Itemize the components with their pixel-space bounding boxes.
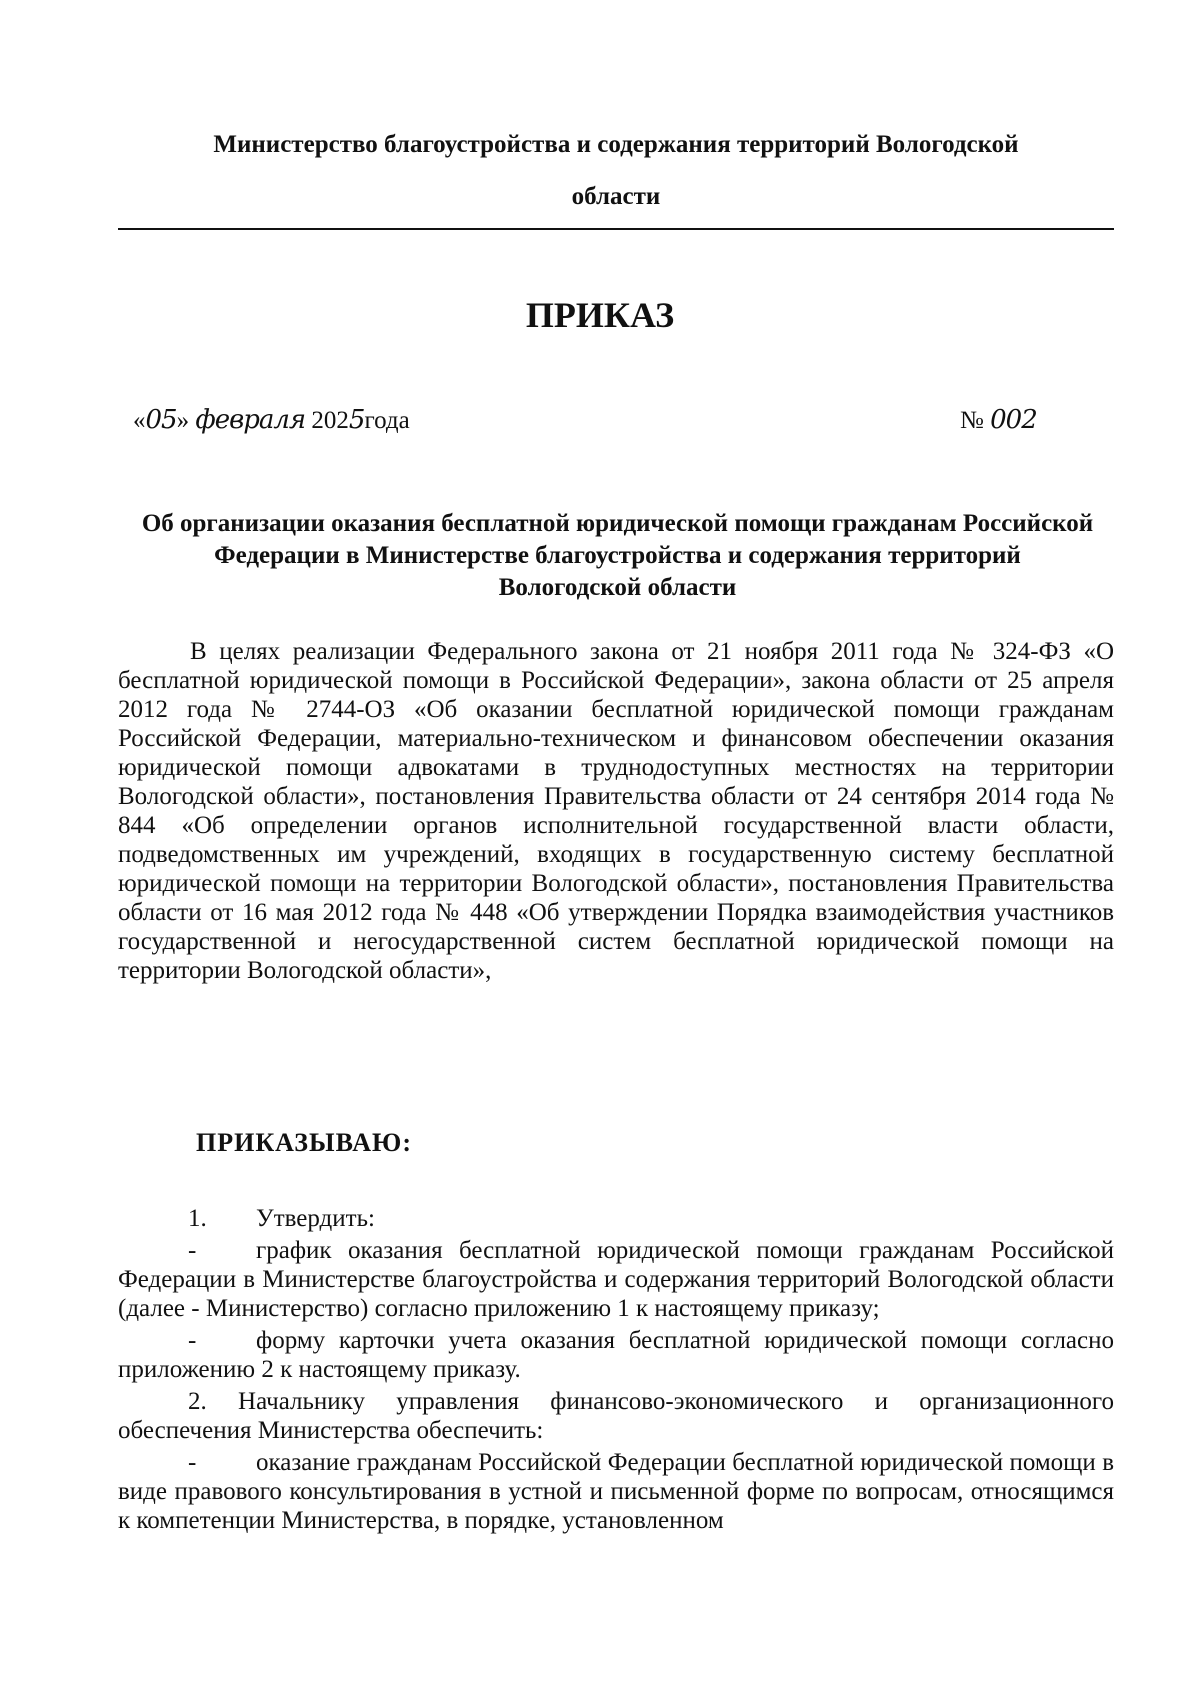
item-2-sub-1-dash: -	[188, 1449, 197, 1476]
header-divider	[118, 228, 1114, 230]
order-items	[118, 1204, 1114, 1538]
item-2-paragraph: 2. Начальнику управления финансово-экономического и организационного обеспечения Министерства обеспечить:	[118, 1388, 1114, 1444]
date-open-quote: «	[133, 407, 146, 434]
item-1-number: 1.	[188, 1205, 207, 1232]
item-1-text: Утвердить:	[256, 1205, 375, 1232]
item-1-sub-2-dash: -	[188, 1327, 197, 1354]
order-directive-heading: ПРИКАЗЫВАЮ:	[196, 1128, 412, 1157]
handwritten-day: 05	[145, 405, 177, 435]
order-subject: Об организации оказания бесплатной юридической помощи гражданам Российской Федерации в Министерстве благоустройства и содержания территорий Вологодской области	[141, 510, 1094, 601]
item-1-sub-1	[118, 1236, 1114, 1323]
handwritten-year-digit: 5	[348, 405, 365, 435]
year-word: года	[364, 407, 410, 434]
handwritten-number: 002	[990, 405, 1037, 435]
preamble-block	[118, 637, 1114, 985]
item-1-sub-2	[118, 1326, 1114, 1384]
year-prefix: 202	[311, 407, 349, 434]
date-close-quote: »	[176, 407, 190, 434]
item-2-sub-1	[118, 1448, 1114, 1535]
document-title: ПРИКАЗ	[525, 295, 675, 335]
order-number	[960, 405, 1037, 435]
item-1-sub-1-dash: -	[188, 1237, 197, 1264]
order-date	[133, 405, 410, 435]
organization-name-line1: Министерство благоустройства и содержания территорий Вологодской	[213, 131, 1019, 158]
item-2-sub-1-text: оказание гражданам Российской Федерации бесплатной юридической помощи в виде правового консультирования в устной и письменной форме по вопросам, относящимся к компетенции Министерства, в порядке, установленном	[118, 1449, 1114, 1534]
preamble-paragraph: В целях реализации Федерального закона от 21 ноября 2011 года № 324-ФЗ «О бесплатной юридической помощи в Российской Федерации», закона области от 25 апреля 2012 года № 2744-ОЗ «Об оказании бесплатной юридической помощи гражданам Российской Федерации, материально-техническом и финансовом обеспечении оказания юридической помощи адвокатами в труднодоступных местностях на территории Вологодской области», постановления Правительства области от 24 сентября 2014 года № 844 «Об определении органов исполнительной государственной власти области, подведомственных им учреждений, входящих в государственную систему бесплатной юридической помощи на территории Вологодской области», постановления Правительства области от 16 мая 2012 года № 448 «Об утверждении Порядка взаимодействия участников государственной и негосударственной систем бесплатной юридической помощи на территории Вологодской области»,	[118, 638, 1114, 984]
item-1-heading	[118, 1204, 1114, 1233]
number-label: №	[960, 407, 984, 434]
organization-name-line2: области	[571, 183, 661, 210]
item-1-sub-1-text: график оказания бесплатной юридической помощи гражданам Российской Федерации в Министерстве благоустройства и содержания территорий Вологодской области (далее - Министерство) согласно приложению 1 к настоящему приказу;	[118, 1237, 1114, 1322]
handwritten-month: февраля	[195, 405, 306, 435]
item-1-sub-2-text: форму карточки учета оказания бесплатной юридической помощи согласно приложению 2 к настоящему приказу.	[118, 1327, 1114, 1383]
